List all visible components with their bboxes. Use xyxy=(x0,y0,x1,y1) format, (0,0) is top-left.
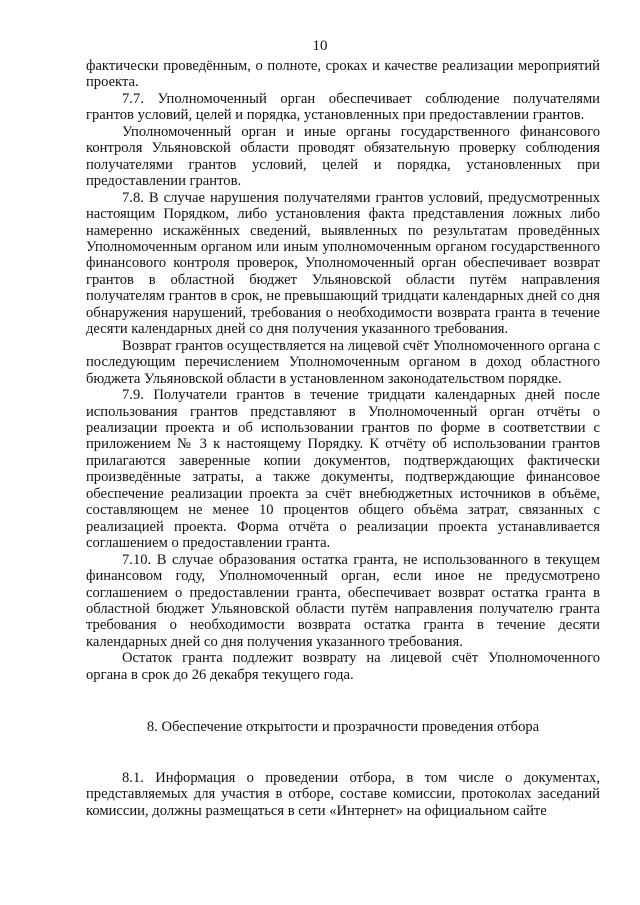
paragraph-8-1: 8.1. Информация о проведении отбора, в том числе о документах, представляемых для участия в отборе, составе комиссии, протоколах заседаний комиссии, должны размещаться в сети «Интернет» на официальном сайте xyxy=(86,769,600,819)
paragraph-7-8-return: Возврат грантов осуществляется на лицевой счёт Уполномоченного органа с последующим перечислением Уполномоченным органом в доход областного бюджета Ульяновской области в установленном законодательством порядке. xyxy=(86,337,600,387)
section-heading: 8. Обеспечение открытости и прозрачности проведения отбора xyxy=(146,719,540,736)
paragraph-continuation: фактически проведённым, о полноте, сроках и качестве реализации мероприятий проекта. xyxy=(86,58,600,91)
paragraph-7-10: 7.10. В случае образования остатка гранта, не использованного в текущем финансовом году, Уполномоченный орган, если иное не предусмотрено соглашением о предоставлении гранта, обеспечивает возврат остатка гранта в областной бюджет Ульяновской области путём направления получателю гранта требования о необходимости возврата остатка гранта в течение десяти календарных дней со дня получения указанного требования. xyxy=(86,551,600,650)
page-number: 10 xyxy=(312,38,328,54)
paragraph-7-7-control: Уполномоченный орган и иные органы государственного финансового контроля Ульяновской области проводят обязательную проверку соблюдения получателями грантов условий, целей и порядка, установленных при предоставлении грантов. xyxy=(86,123,600,190)
paragraph-7-8: 7.8. В случае нарушения получателями грантов условий, предусмотренных настоящим Порядком, либо установления факта представления ложных либо намеренно искажённых сведений, выявленных по результатам проведённых Уполномоченным органом или иным уполномоченным органом государственного финансового контроля проверок, Уполномоченный орган обеспечивает возврат грантов в областной бюджет Ульяновской области путём направления получателям грантов в срок, не превышающий тридцати календарных дней со дня обнаружения нарушений, требования о необходимости возврата гранта в течение десяти календарных дней со дня получения указанного требования. xyxy=(86,189,600,338)
document-body xyxy=(86,58,600,819)
paragraph-7-9: 7.9. Получатели грантов в течение тридцати календарных дней после использования грантов представляют в Уполномоченный орган отчёты о реализации проекта и об использовании грантов по форме в соответствии с приложением № 3 к настоящему Порядку. К отчёту об использовании грантов прилагаются заверенные копии документов, подтверждающих фактически произведённые затраты, а также документы, подтверждающие финансовое обеспечение реализации проекта за счёт внебюджетных источников в объёме, составляющем не менее 10 процентов общего объёма затрат, связанных с реализацией проекта. Форма отчёта о реализации проекта устанавливается соглашением о предоставлении гранта. xyxy=(86,387,600,552)
paragraph-7-7: 7.7. Уполномоченный орган обеспечивает соблюдение получателями грантов условий, целей и порядка, установленных при предоставлении грантов. xyxy=(86,90,600,124)
paragraph-7-10-remainder: Остаток гранта подлежит возврату на лицевой счёт Уполномоченного органа в срок до 26 декабря текущего года. xyxy=(86,650,600,683)
